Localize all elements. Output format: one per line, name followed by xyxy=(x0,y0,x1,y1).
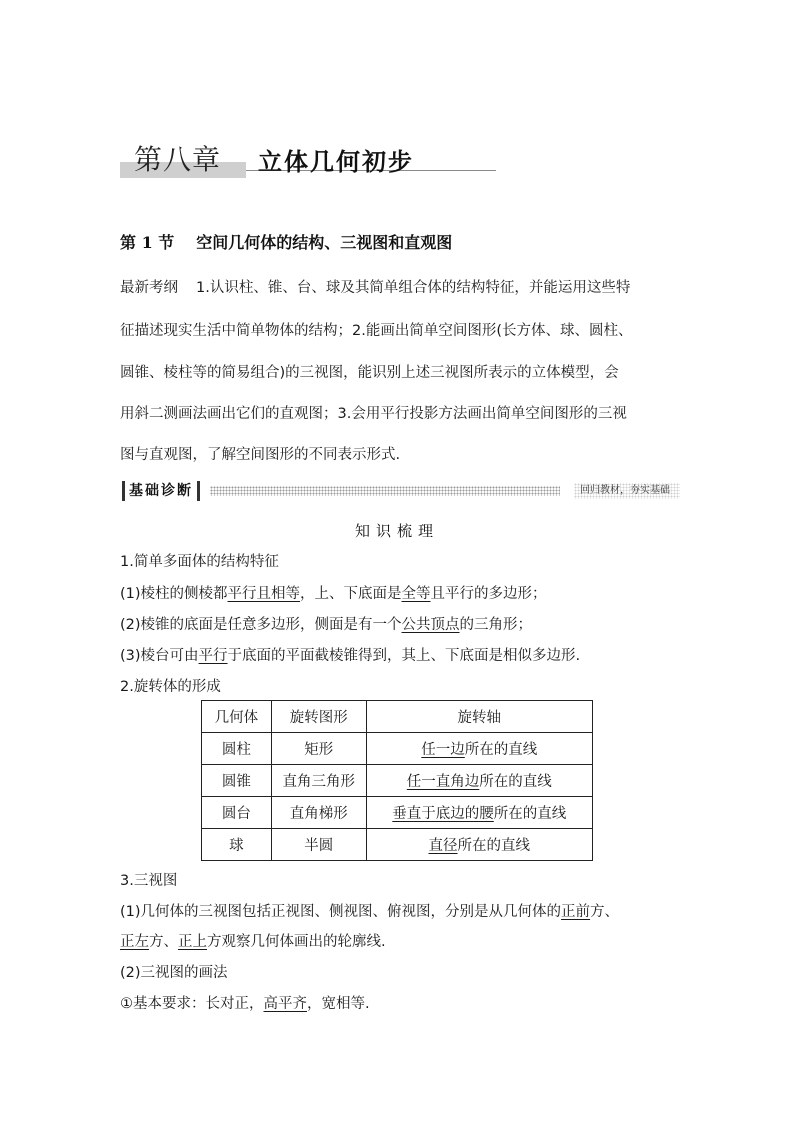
s1-l1-underline-1: 平行且相等 xyxy=(227,586,301,602)
table-header: 几何体 xyxy=(202,701,272,733)
chapter-number-block xyxy=(120,138,246,180)
s3-l4-a: ①基本要求：长对正， xyxy=(120,996,264,1012)
s1-l1-b: ，上、下底面是 xyxy=(300,586,402,602)
s1-line-1 xyxy=(120,582,547,603)
basic-diagnosis-label: 基础诊断 xyxy=(122,481,200,501)
table-cell xyxy=(366,797,592,829)
table-cell: 圆柱 xyxy=(202,733,272,765)
s3-line-4 xyxy=(120,992,370,1013)
s3-l1-a: (1)几何体的三视图包括正视图、侧视图、俯视图，分别是从几何体的 xyxy=(120,904,562,920)
s2-heading: 2.旋转体的形成 xyxy=(120,679,221,695)
basic-diagnosis-tagline: 回归教材，夯实基础 xyxy=(574,483,680,499)
axis-underline: 任一边 xyxy=(421,742,465,758)
s3-l1-b: 方、 xyxy=(590,904,620,920)
table-row xyxy=(202,733,593,765)
table-cell: 矩形 xyxy=(271,733,366,765)
chapter-number: 第八章 xyxy=(134,143,222,176)
s1-line-3 xyxy=(120,644,580,665)
table-cell: 半圆 xyxy=(271,829,366,861)
s3-l2-a: 方、 xyxy=(149,934,178,950)
axis-rest: 所在的直线 xyxy=(464,742,538,758)
s3-l1-underline-1: 正前 xyxy=(561,904,591,920)
table-cell xyxy=(366,829,592,861)
table-row xyxy=(202,797,593,829)
s3-line-3: (2)三视图的画法 xyxy=(120,965,228,981)
dotted-pattern xyxy=(210,486,560,496)
outline-line-3: 圆锥、棱柱等的简易组合)的三视图，能识别上述三视图所表示的立体模型，会 xyxy=(120,365,619,381)
table-cell: 直角梯形 xyxy=(271,797,366,829)
axis-rest: 所在的直线 xyxy=(457,838,531,854)
s1-l1-a: (1)棱柱的侧棱都 xyxy=(120,586,228,602)
basic-diagnosis-bar xyxy=(120,481,680,501)
s3-l2-underline-2: 正上 xyxy=(178,934,207,950)
rotation-table xyxy=(201,700,593,861)
s3-line-2 xyxy=(120,930,386,951)
s3-l2-underline-1: 正左 xyxy=(120,934,149,950)
s1-l3-b: 于底面的平面截棱锥得到，其上、下底面是相似多边形. xyxy=(227,648,581,664)
table-cell: 直角三角形 xyxy=(271,765,366,797)
table-cell xyxy=(366,765,592,797)
axis-underline: 任一直角边 xyxy=(406,774,480,790)
s1-line-2 xyxy=(120,613,532,634)
outline-line-4: 用斜二测画法画出它们的直观图；3.会用平行投影方法画出简单空间图形的三视 xyxy=(120,406,627,422)
chapter-header xyxy=(120,138,496,180)
s3-heading: 3.三视图 xyxy=(120,873,178,889)
s3-l2-b: 方观察几何体画出的轮廓线. xyxy=(207,934,386,950)
s1-l1-c: 且平行的多边形； xyxy=(430,586,547,602)
table-header: 旋转轴 xyxy=(366,701,592,733)
table-row xyxy=(202,765,593,797)
s1-l3-underline-1: 平行 xyxy=(198,648,228,664)
outline-text: 1.认识柱、锥、台、球及其简单组合体的结构特征，并能运用这些特 xyxy=(196,280,631,296)
table-cell: 圆台 xyxy=(202,797,272,829)
s3-l4-underline-1: 高平齐 xyxy=(263,996,307,1012)
section-title xyxy=(120,230,452,253)
outline-line-1 xyxy=(120,276,630,297)
outline-line-5: 图与直观图，了解空间图形的不同表示形式. xyxy=(120,447,401,463)
knowledge-title: 知识梳理 xyxy=(354,522,439,540)
axis-underline: 垂直于底边的腰 xyxy=(392,806,494,822)
s1-l2-b: 的三角形； xyxy=(459,617,533,633)
axis-rest: 所在的直线 xyxy=(479,774,552,790)
section-title-text: 空间几何体的结构、三视图和直观图 xyxy=(196,233,453,252)
s1-l1-underline-2: 全等 xyxy=(401,586,431,602)
axis-underline: 直径 xyxy=(428,838,458,854)
s1-l2-underline-1: 公共顶点 xyxy=(401,617,460,633)
outline-head: 最新考纲 xyxy=(120,280,178,296)
table-cell: 球 xyxy=(202,829,272,861)
s1-l2-a: (2)棱锥的底面是任意多边形，侧面是有一个 xyxy=(120,617,402,633)
table-row xyxy=(202,829,593,861)
table-header-row xyxy=(202,701,593,733)
s1-heading: 1.简单多面体的结构特征 xyxy=(120,554,279,570)
outline-line-2: 征描述现实生活中简单物体的结构；2.能画出简单空间图形(长方体、球、圆柱、 xyxy=(120,323,633,339)
s3-l4-b: ，宽相等. xyxy=(307,996,370,1012)
table-cell: 圆锥 xyxy=(202,765,272,797)
s1-l3-a: (3)棱台可由 xyxy=(120,648,199,664)
table-cell xyxy=(366,733,592,765)
s3-line-1 xyxy=(120,900,619,921)
axis-rest: 所在的直线 xyxy=(493,806,567,822)
section-label: 第 1 节 xyxy=(120,233,175,252)
chapter-title: 立体几何初步 xyxy=(258,147,414,176)
table-header: 旋转图形 xyxy=(271,701,366,733)
